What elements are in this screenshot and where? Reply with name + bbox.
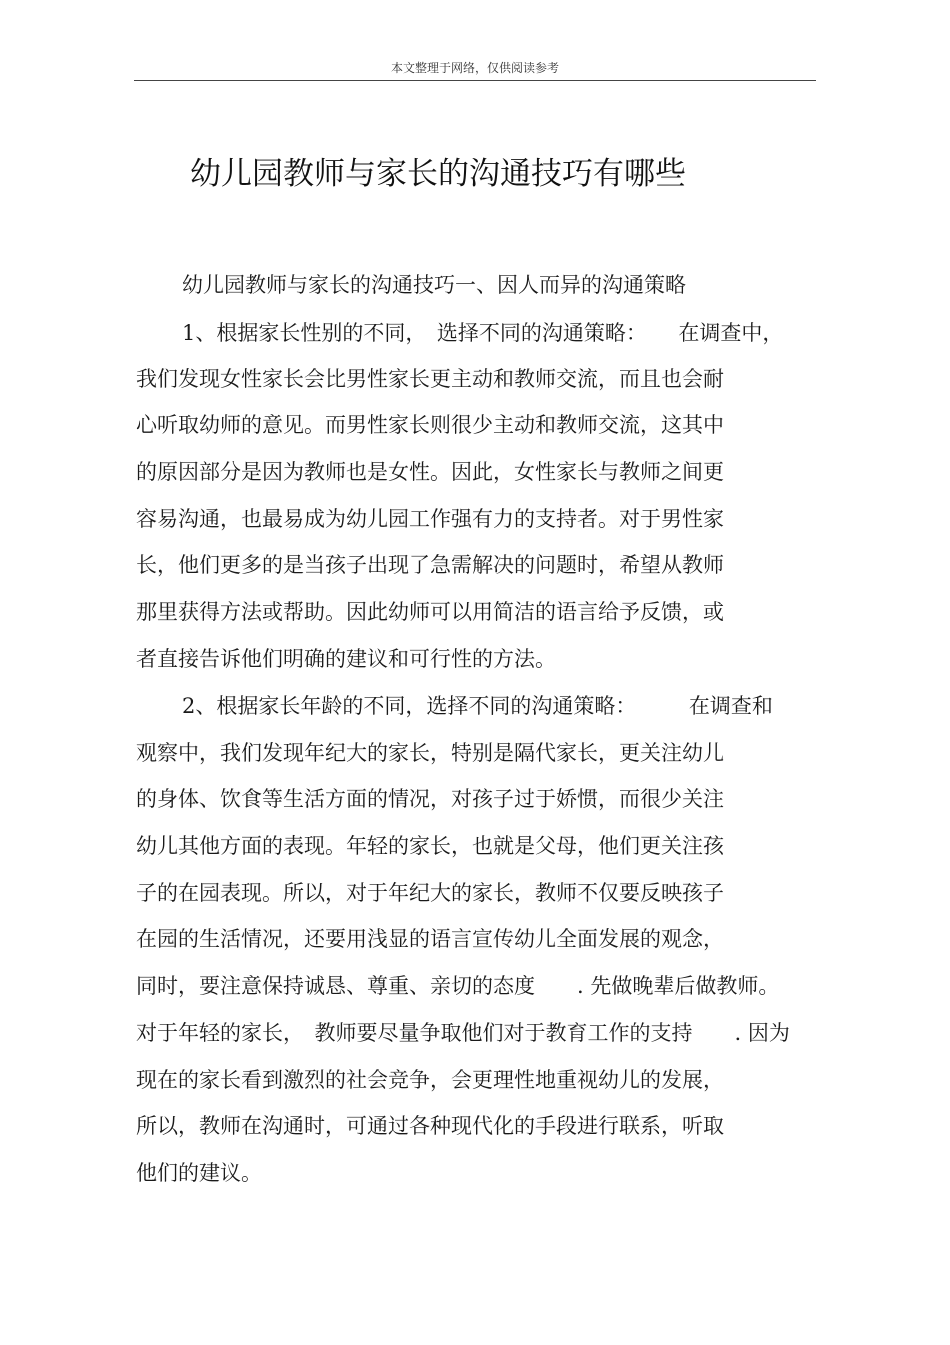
header-rule <box>134 80 816 81</box>
text-line: 的身体、饮食等生活方面的情况，对孩子过于娇惯，而很少关注 <box>136 787 724 811</box>
text-line: 容易沟通，也最易成为幼儿园工作强有力的支持者。对于男性家 <box>136 507 724 531</box>
text-line: 长，他们更多的是当孩子出现了急需解决的问题时，希望从教师 <box>136 553 724 577</box>
text-line: 者直接告诉他们明确的建议和可行性的方法。 <box>136 647 556 671</box>
text-line: 2、根据家长年龄的不同，选择不同的沟通策略： 在调查和 <box>182 694 773 718</box>
page-title: 幼儿园教师与家长的沟通技巧有哪些 <box>190 156 686 192</box>
text-line: 1、根据家长性别的不同， 选择不同的沟通策略： 在调查中， <box>182 321 784 345</box>
text-line: 现在的家长看到激烈的社会竞争，会更理性地重视幼儿的发展， <box>136 1068 724 1092</box>
text-line: 幼儿园教师与家长的沟通技巧一、因人而异的沟通策略 <box>182 273 686 297</box>
text-line: 在园的生活情况，还要用浅显的语言宣传幼儿全面发展的观念， <box>136 927 724 951</box>
text-line: 对于年轻的家长， 教师要尽量争取他们对于教育工作的支持 . 因为 <box>136 1021 790 1045</box>
text-line: 的原因部分是因为教师也是女性。因此，女性家长与教师之间更 <box>136 460 724 484</box>
text-line: 他们的建议。 <box>136 1161 262 1185</box>
text-line: 同时，要注意保持诚恳、尊重、亲切的态度 . 先做晚辈后做教师。 <box>136 974 780 998</box>
text-line: 观察中，我们发现年纪大的家长，特别是隔代家长，更关注幼儿 <box>136 741 724 765</box>
header-note: 本文整理于网络，仅供阅读参考 <box>390 61 559 75</box>
text-line: 心听取幼师的意见。而男性家长则很少主动和教师交流，这其中 <box>136 413 724 437</box>
text-line: 幼儿其他方面的表现。年轻的家长，也就是父母，他们更关注孩 <box>136 834 724 858</box>
text-line: 所以，教师在沟通时，可通过各种现代化的手段进行联系，听取 <box>136 1114 724 1138</box>
text-line: 我们发现女性家长会比男性家长更主动和教师交流，而且也会耐 <box>136 367 724 391</box>
text-line: 子的在园表现。所以，对于年纪大的家长，教师不仅要反映孩子 <box>136 881 724 905</box>
text-line: 那里获得方法或帮助。因此幼师可以用简洁的语言给予反馈，或 <box>136 600 724 624</box>
